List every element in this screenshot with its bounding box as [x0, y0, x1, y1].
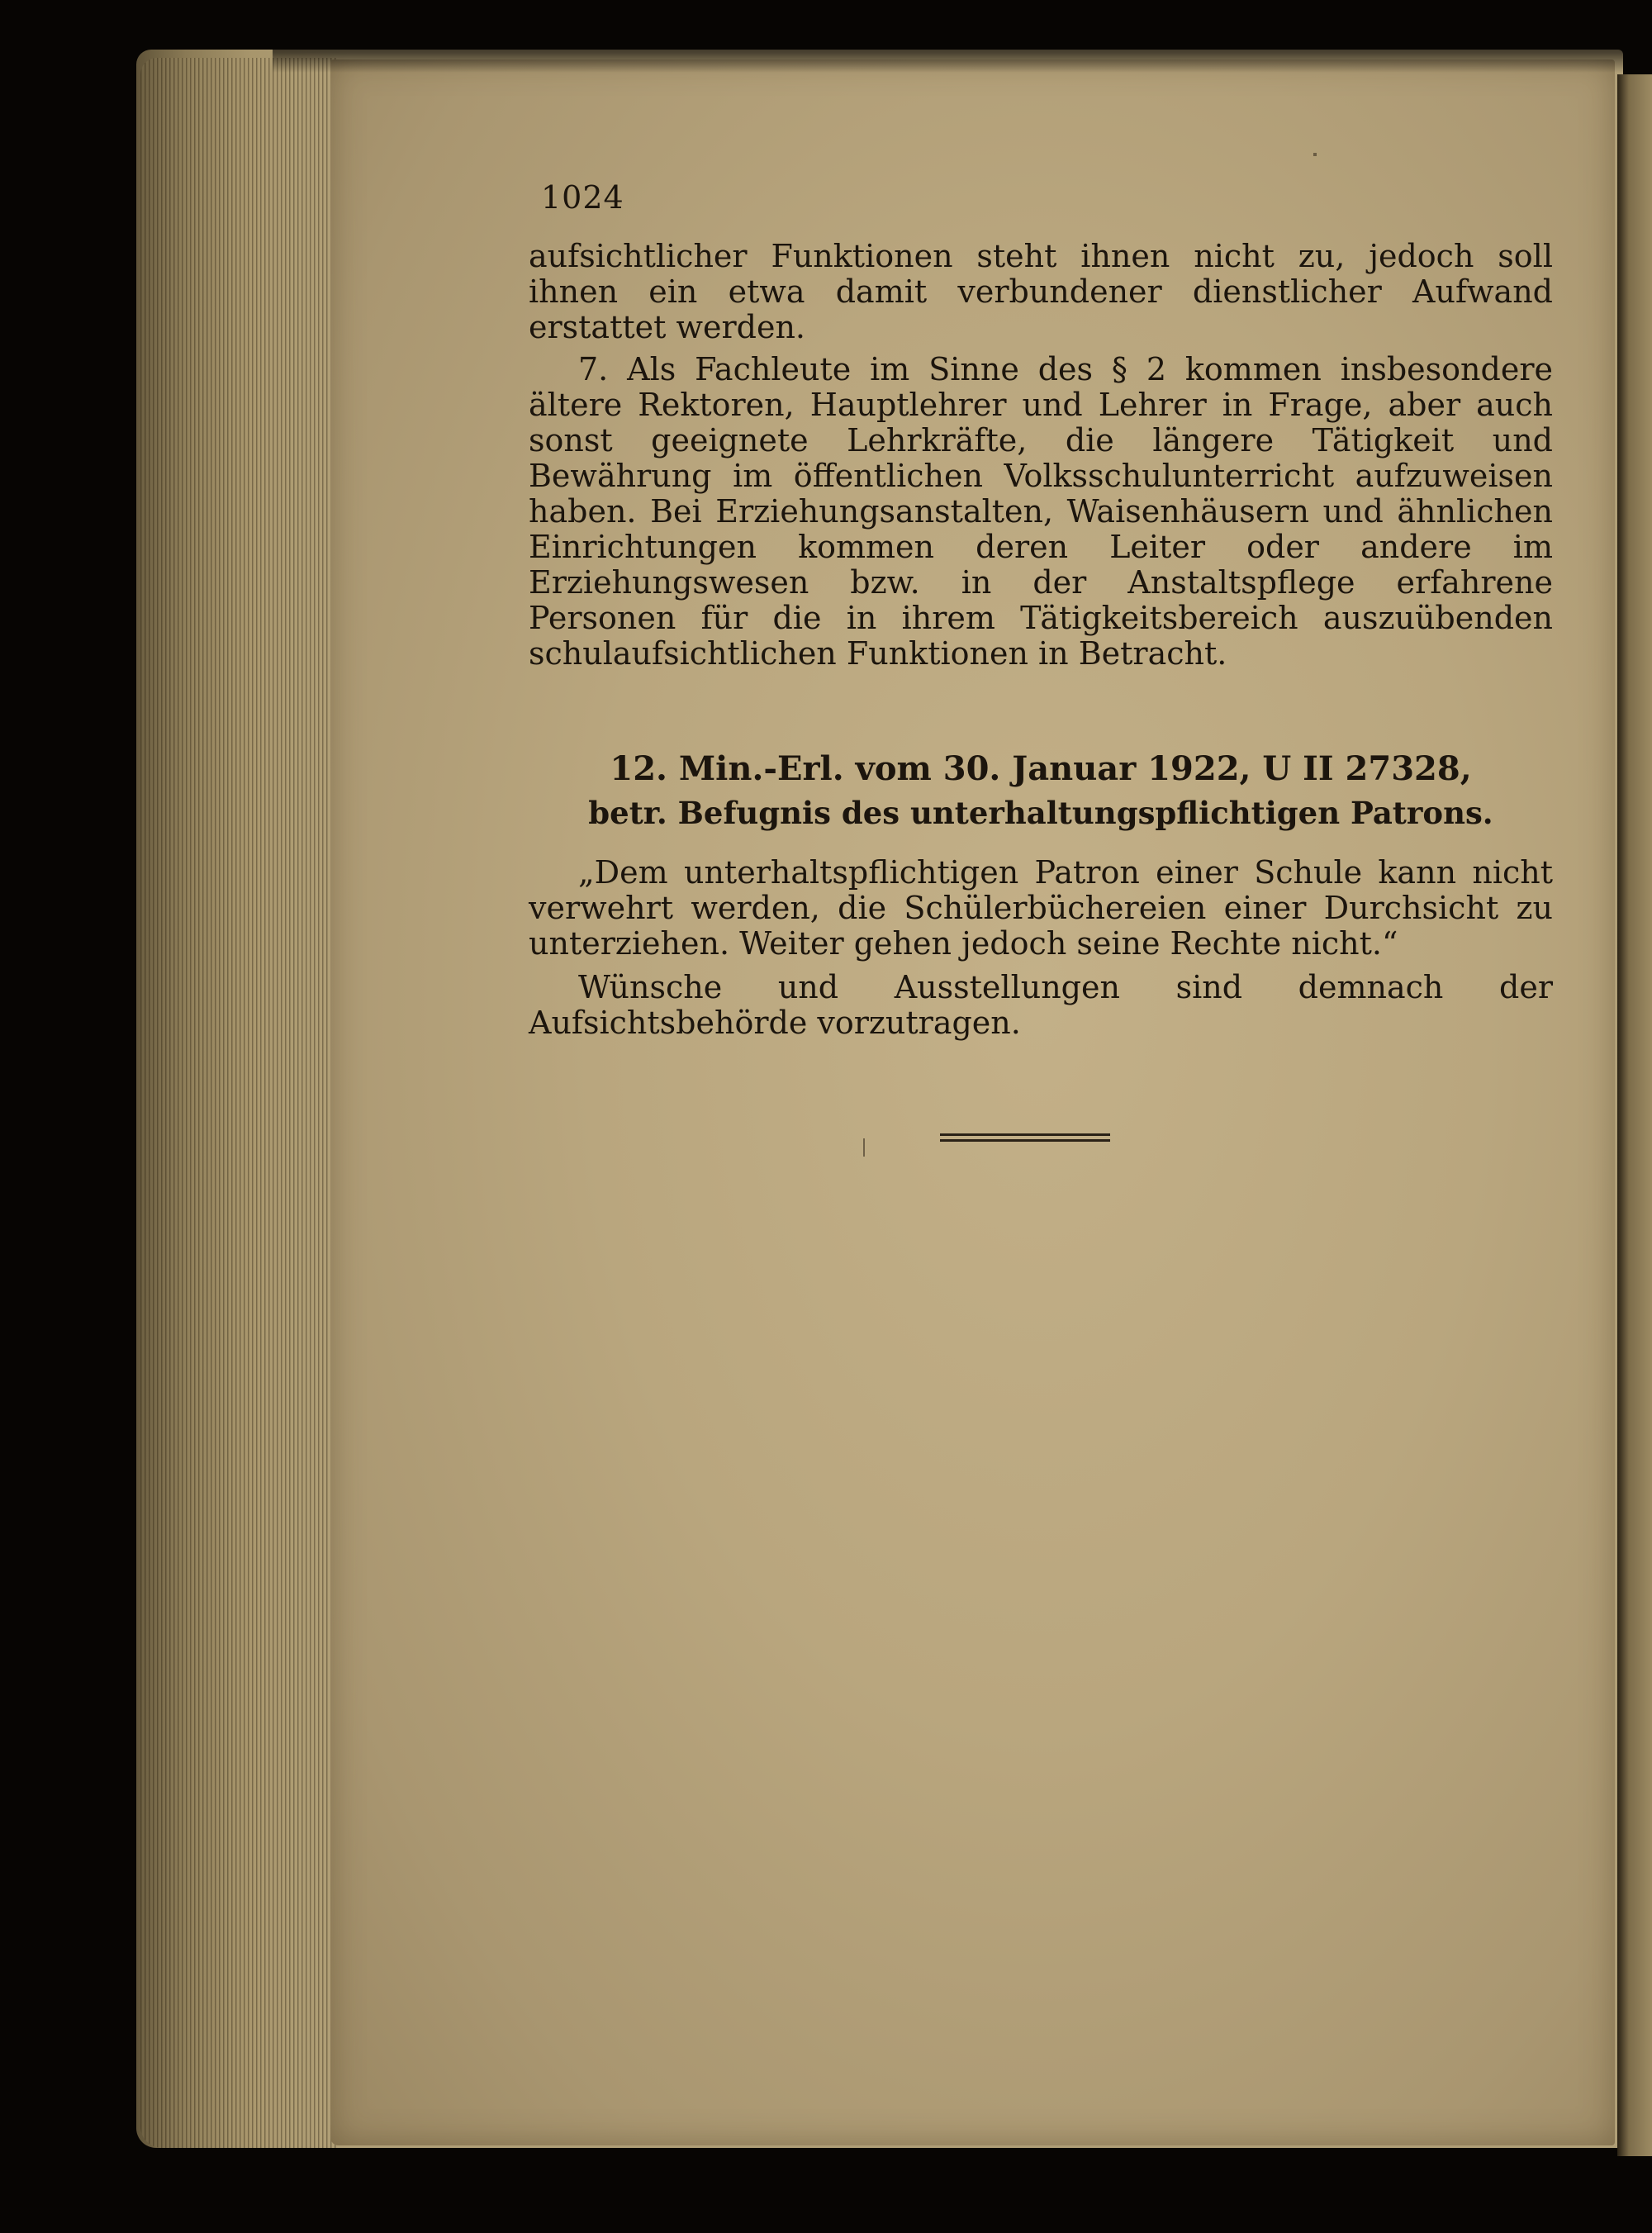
paper-speck — [1313, 153, 1317, 156]
paragraph-item-7: 7. Als Fachleute im Sinne des § 2 kommen insbesondere ältere Rektoren, Hauptlehrer und Lehrer in Frage, aber auch sonst geeignete Lehrkräfte, die längere Tätigkeit und Bewährung im öffentlichen Volksschulunterricht aufzuweisen haben. Bei Erziehungsanstalten, Waisenhäusern und ähnlichen Einrichtungen kommen deren Leiter oder andere im Erziehungswesen bzw. in der Anstaltspflege erfahrene Personen für die in ihrem Tätigkeitsbereich auszuübenden schulaufsichtlichen Funktionen in Betracht. — [529, 351, 1553, 672]
page-number: 1024 — [541, 179, 624, 216]
page-edges — [140, 58, 339, 2148]
section-end-double-rule — [940, 1133, 1110, 1142]
adjacent-page-edge — [1617, 74, 1652, 2156]
paragraph-continued: aufsichtlicher Funktionen steht ihnen nicht zu, jedoch soll ihnen ein etwa damit verbundener dienstlicher Aufwand erstattet werden. — [529, 238, 1553, 345]
page-text — [529, 178, 1553, 1041]
closing-paragraph: Wünsche und Ausstellungen sind demnach der Aufsichtsbehörde vorzutragen. — [529, 969, 1553, 1041]
quote-paragraph: „Dem unterhaltspflichtigen Patron einer Schule kann nicht verwehrt werden, die Schülerbüchereien einer Durchsicht zu unterziehen. Weiter gehen jedoch seine Rechte nicht.“ — [529, 854, 1553, 962]
paper-speck — [863, 1138, 865, 1157]
section-heading: 12. Min.-Erl. vom 30. Januar 1922, U II 27328, — [610, 749, 1472, 788]
section-subheading: betr. Befugnis des unterhaltungspflichtigen Patrons. — [588, 795, 1493, 831]
top-shadow — [273, 23, 1627, 73]
